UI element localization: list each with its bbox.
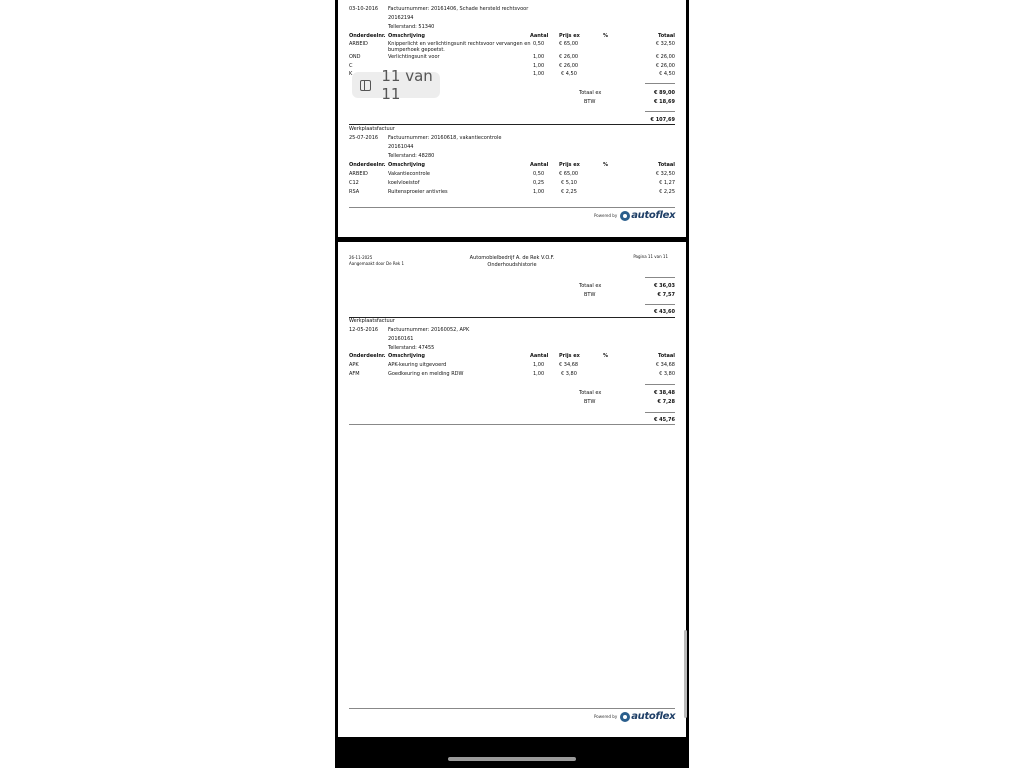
total-ex-label: Totaal ex	[579, 283, 602, 289]
divider	[645, 83, 675, 84]
row-desc: koelvloeistof	[388, 180, 420, 186]
row-price: € 4,50	[561, 71, 577, 77]
row-desc: APK-keuring uitgevoerd	[388, 362, 447, 368]
row-total: € 26,00	[655, 54, 675, 60]
scrollbar[interactable]	[684, 630, 687, 718]
btw-value: € 7,28	[657, 399, 675, 405]
row-desc: Verlichtingsunit voor	[388, 54, 440, 60]
grand-total: € 45,76	[653, 417, 675, 423]
row-part: OND	[349, 54, 361, 60]
row-part: ARBEID	[349, 41, 368, 47]
pdf-page-10	[338, 0, 686, 237]
total-ex-value: € 36,03	[653, 283, 675, 289]
invoice-number: Factuurnummer: 20160618, vakantiecontrole	[388, 135, 502, 141]
total-ex-value: € 38,48	[653, 390, 675, 396]
page-indicator-text: 11 van 11	[381, 67, 433, 103]
row-part: AFM	[349, 371, 360, 377]
divider	[645, 277, 675, 278]
section-label: Werkplaatsfactuur	[349, 126, 395, 132]
header-pct: %	[603, 353, 609, 359]
invoice-date: 25-07-2016	[349, 135, 379, 141]
footer-divider	[349, 207, 675, 208]
autoflex-logo-icon	[620, 211, 630, 221]
btw-value: € 18,69	[653, 99, 675, 105]
row-price: € 5,10	[561, 180, 577, 186]
header-price: Prijs ex	[559, 353, 580, 359]
row-part: ARBEID	[349, 171, 368, 177]
pdf-viewer[interactable]	[335, 0, 689, 768]
invoice-date: 03-10-2016	[349, 6, 379, 12]
autoflex-logo-icon	[620, 712, 630, 722]
header-price: Prijs ex	[559, 33, 580, 39]
header-desc: Omschrijving	[388, 162, 425, 168]
order-number: 20161044	[388, 144, 414, 150]
row-qty: 1,00	[533, 362, 545, 368]
header-part: Onderdeelnr.	[349, 353, 386, 359]
odometer: Tellerstand: 47455	[388, 345, 435, 351]
doc-date: 26-11-2025	[349, 255, 373, 260]
header-part: Onderdeelnr.	[349, 33, 386, 39]
row-desc: Ruitensproeier antivries	[388, 189, 448, 195]
header-qty: Aantal	[530, 162, 549, 168]
doc-title: Onderhoudshistorie	[487, 262, 537, 268]
header-pct: %	[603, 162, 609, 168]
row-price: € 26,00	[559, 63, 579, 69]
invoice-number: Factuurnummer: 20161406, Schade hersteld rechtsvoor	[388, 6, 529, 12]
powered-by-text: Powered by	[594, 213, 618, 218]
autoflex-logo	[594, 711, 675, 722]
header-pct: %	[603, 33, 609, 39]
total-ex-value: € 89,00	[653, 90, 675, 96]
grand-total: € 43,60	[653, 309, 675, 315]
header-desc: Omschrijving	[388, 353, 425, 359]
row-price: € 65,00	[559, 41, 579, 47]
header-total: Totaal	[657, 162, 675, 168]
divider	[645, 111, 675, 112]
order-number: 20162194	[388, 15, 414, 21]
row-desc: Knipperlicht en verlichtingsunit rechtsvoor vervangen en	[388, 41, 531, 47]
home-indicator[interactable]	[448, 757, 576, 761]
header-qty: Aantal	[530, 353, 549, 359]
row-total: € 1,27	[659, 180, 675, 186]
header-part: Onderdeelnr.	[349, 162, 386, 168]
row-desc: Vakantiecontrole	[388, 171, 430, 177]
row-part: APK	[349, 362, 359, 368]
btw-value: € 7,57	[657, 292, 675, 298]
autoflex-logo-text: autoflex	[631, 210, 676, 221]
row-qty: 1,00	[533, 54, 545, 60]
section-divider	[349, 424, 675, 425]
row-price: € 65,00	[559, 171, 579, 177]
row-desc: Goedkeuring en melding RDW	[388, 371, 464, 377]
invoice-number: Factuurnummer: 20160052, APK	[388, 327, 470, 333]
grand-total: € 107,69	[650, 117, 675, 123]
autoflex-logo-text: autoflex	[631, 711, 676, 722]
total-ex-label: Totaal ex	[579, 390, 602, 396]
row-total: € 26,00	[655, 63, 675, 69]
header-price: Prijs ex	[559, 162, 580, 168]
row-price: € 2,25	[561, 189, 577, 195]
created-by: Aangemaakt door De Rek 1	[349, 261, 405, 266]
row-qty: 1,00	[533, 371, 545, 377]
total-ex-label: Totaal ex	[579, 90, 602, 96]
row-total: € 2,25	[659, 189, 675, 195]
invoice-date: 12-05-2016	[349, 327, 379, 333]
row-price: € 3,80	[561, 371, 577, 377]
odometer: Tellerstand: 48280	[388, 153, 435, 159]
page-number: Pagina 11 van 11	[633, 254, 668, 259]
row-price: € 26,00	[559, 54, 579, 60]
sidebar-icon	[360, 80, 371, 91]
row-qty: 0,25	[533, 180, 545, 186]
btw-label: BTW	[584, 99, 596, 105]
section-label: Werkplaatsfactuur	[349, 318, 395, 324]
btw-label: BTW	[584, 399, 596, 405]
row-qty: 1,00	[533, 189, 545, 195]
page-indicator[interactable]	[352, 67, 440, 103]
divider	[645, 412, 675, 413]
row-total: € 34,68	[655, 362, 675, 368]
row-qty: 1,00	[533, 71, 545, 77]
row-qty: 0,50	[533, 171, 545, 177]
odometer: Tellerstand: 51340	[388, 24, 435, 30]
row-qty: 0,50	[533, 41, 545, 47]
row-qty: 1,00	[533, 63, 545, 69]
pdf-page-11	[338, 242, 686, 737]
header-desc: Omschrijving	[388, 33, 425, 39]
divider	[645, 304, 675, 305]
autoflex-logo	[594, 210, 675, 221]
row-desc-cont: bumperhoek gepoetst.	[388, 47, 445, 53]
section-divider	[349, 317, 675, 318]
row-part: K	[349, 71, 353, 77]
row-part: RSA	[349, 189, 360, 195]
row-total: € 32,50	[655, 41, 675, 47]
row-total: € 32,50	[655, 171, 675, 177]
row-price: € 34,68	[559, 362, 579, 368]
company-name: Automobielbedrijf A. de Rek V.O.F.	[469, 255, 555, 261]
header-qty: Aantal	[530, 33, 549, 39]
order-number: 20160161	[388, 336, 414, 342]
header-total: Totaal	[657, 33, 675, 39]
row-part: C12	[349, 180, 359, 186]
row-total: € 4,50	[659, 71, 675, 77]
row-total: € 3,80	[659, 371, 675, 377]
row-part: C	[349, 63, 353, 69]
header-total: Totaal	[657, 353, 675, 359]
powered-by-text: Powered by	[594, 714, 618, 719]
btw-label: BTW	[584, 292, 596, 298]
section-divider	[349, 124, 675, 125]
divider	[645, 384, 675, 385]
footer-divider	[349, 708, 675, 709]
